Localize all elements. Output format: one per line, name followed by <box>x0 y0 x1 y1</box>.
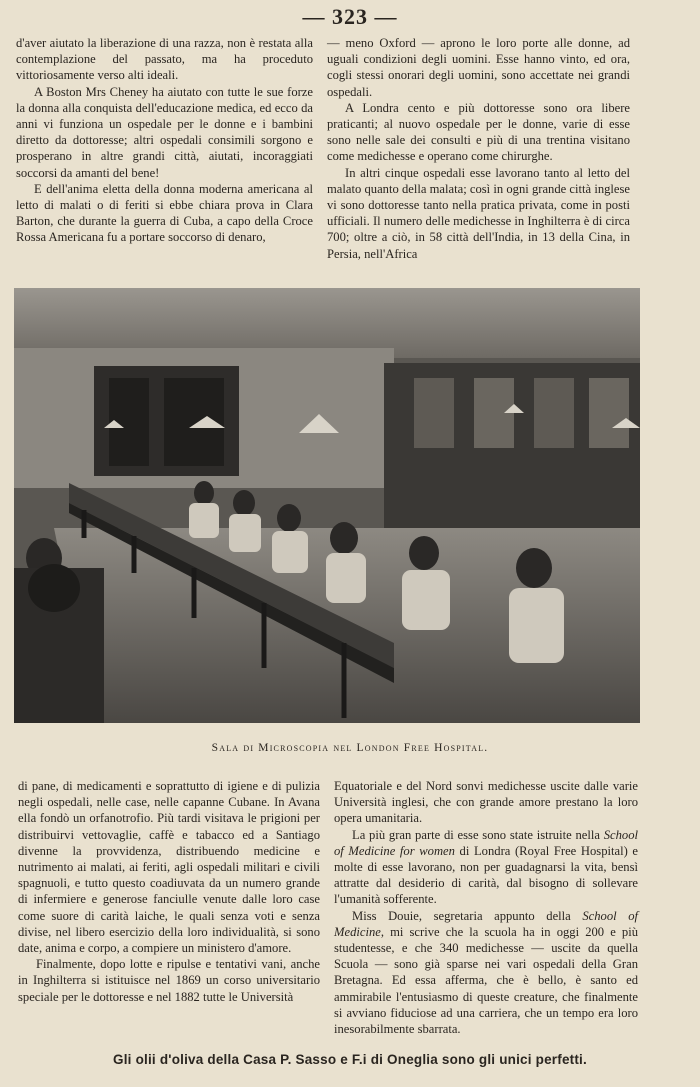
text-run: di Londra (Royal Free Hospital) e molte di esse lavorano, non per guadagnarsi la vita, bensì attratte dal desiderio di carità, dal bisogno di sollevare l'umanità sofferente. <box>334 843 638 907</box>
advertisement-footer: Gli olii d'oliva della Casa P. Sasso e F.i di Oneglia sono gli unici perfetti. <box>113 1052 587 1067</box>
paragraph: A Boston Mrs Cheney ha aiutato con tutte le sue forze la donna alla conquista dell'educazione medica, ed ecco da anni vi funziona un ospedale per le donne e i bambini diretto da dottoresse; altri ospedali consimili sorgono e prosperano in altre grandi città, aiutati, incoraggiati soccorsi da amanti del bene! <box>16 84 313 180</box>
column-top-left <box>16 35 313 246</box>
school-name-italic: School of Medicine <box>334 908 638 939</box>
text-run: Miss Douie, segretaria appunto della <box>352 908 583 923</box>
page-number: — 323 — <box>302 4 398 29</box>
text-run: , mi scrive che la scuola ha in oggi 200 e più studentesse, e che 340 medichesse — uscite da quella Scuola — sono già sparse nei vari ospedali della Gran Bretagna. Ed essa afferma, che è bello, è santo ed ammirabile l'entusiasmo di queste creature, che finalmente si avviano fiduciose ad una carriera, che un tempo era loro inesorabilmente sbarrata. <box>334 924 638 1037</box>
paragraph <box>334 908 638 1038</box>
column-bottom-right <box>334 778 638 1037</box>
column-top-right <box>327 35 630 262</box>
paragraph: E dell'anima eletta della donna moderna americana al letto di malati o di feriti si ebbe chiara prova in Clara Barton, che durante la guerra di Cuba, a capo della Croce Rossa Americana fu a portare soccorso di denaro, <box>16 181 313 245</box>
text-run: La più gran parte di esse sono state istruite nella <box>352 827 604 842</box>
paragraph: Equatoriale e del Nord sonvi medichesse uscite dalle varie Università inglesi, che con grande amore prestano la loro opera umanitaria. <box>334 779 638 826</box>
column-bottom-left <box>18 778 320 1005</box>
paragraph: d'aver aiutato la liberazione di una razza, non è restata alla contemplazione del passato, ma ha proceduto vittoriosamente verso alti ideali. <box>16 36 313 83</box>
paragraph: di pane, di medicamenti e soprattutto di igiene e di pulizia negli ospedali, nelle case, nelle capanne Cubane. In Avana ella fondò un orfanotrofio. Più tardi visitava le prigioni per distribuirvi vettovaglie, caffè e tabacco ed a Santiago divenne la provvidenza, distribuendo medicine e nutrimento ai malati, ai feriti, agli ospedali militari e civili spagnuoli, e tutto questo coadiuvata da un numero grande di infermiere e generose fanciulle venute dalle loro case come suore di carità laiche, le quali senza voti e senza divise, nel libero esercizio della loro individualità, si sono date, anima e corpo, a compiere un ministero d'amore. <box>18 779 320 956</box>
paragraph: Finalmente, dopo lotte e ripulse e tentativi vani, anche in Inghilterra si istituisce nel 1869 un corso universitario speciale per le dottoresse e nel 1882 tutte le Università <box>18 957 320 1004</box>
paragraph: A Londra cento e più dottoresse sono ora libere praticanti; al nuovo ospedale per le donne, varie di esse sono nelle sale dei consulti e più di una trentina visitano come medichesse e operano come chirurghe. <box>327 100 630 164</box>
paragraph <box>334 827 638 908</box>
paragraph: — meno Oxford — aprono le loro porte alle donne, ad uguali condizioni degli uomini. Esse hanno vinto, ed ora, cogli stessi onorari degli uomini, sono accettate nei grandi ospedali. <box>327 36 630 99</box>
school-name-italic: School of Medicine for women <box>334 827 638 858</box>
photograph-microscopy-room <box>14 288 640 723</box>
paragraph: In altri cinque ospedali esse lavorano tanto al letto del malato quanto della malata; così in ogni grande città inglese vi sono dottoresse tanto nella pratica privata, come in posti ufficiali. Il numero delle medichesse in Inghilterra è di circa 700; oltre a ciò, in 58 città dell'India, in 13 della Cina, in Persia, nell'Africa <box>327 165 630 261</box>
photo-caption: Sala di Microscopia nel London Free Hospital. <box>211 742 489 754</box>
